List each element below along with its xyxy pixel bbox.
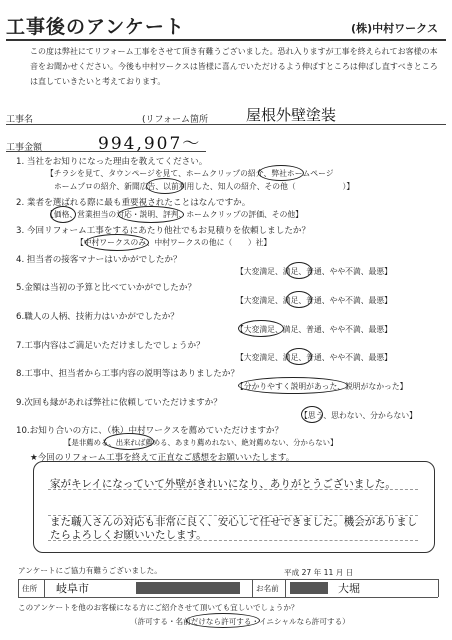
question-7: 7.工事内容はご満足いただけましたでしょうか？	[16, 341, 205, 351]
answer-mark	[104, 433, 154, 450]
question-8: 8.工事中、担当者から工事内容の説明等はありましたか？	[16, 369, 240, 379]
question-5: 5.金額は当初の予算と比べていかがでしたか？	[16, 283, 197, 293]
question-4: 4. 担当者の接客マナーはいかがでしたか？	[16, 255, 182, 265]
answer-mark	[286, 291, 312, 308]
survey-date: 平成 27 年 11 月 日	[284, 568, 354, 577]
address-value: 岐阜市	[56, 582, 89, 595]
question-3: 3. 今回リフォーム工事をするにあたり他社でもお見積りを依頼しましたか？	[16, 226, 311, 236]
question-5-options: 【大変満足、満足、普通、やや不満、最悪】	[236, 296, 392, 305]
comment-prompt: ★今回のリフォーム工事を終えて正直なご感想をお願いいたします。	[30, 453, 295, 463]
question-3-options: 【中村ワークスのみ、中村ワークスの他に（ ）社】	[76, 238, 272, 247]
amount-line	[6, 151, 206, 152]
title-divider	[6, 39, 446, 41]
address-row-border	[438, 579, 439, 597]
comment-line-1: 家がキレイになっていて外壁がきれいになり、ありがとうございました。	[50, 478, 396, 490]
question-8-options: 【分かりやすく説明があった、説明がなかった】	[236, 382, 408, 391]
question-7-options: 【大変満足、満足、普通、やや不満、最悪】	[236, 353, 392, 362]
customer-name-value: 大堀	[338, 582, 360, 595]
work-name-line	[6, 124, 446, 125]
question-1-options-line1: 【チラシを見て、タウンページを見て、ホームクリップの紹介、弊社ホームページ	[46, 169, 334, 178]
question-1-options-line2: ホームプロの紹介、新聞広告、以前利用した、知人の紹介、その他（ ）】	[54, 182, 355, 191]
answer-mark	[146, 178, 184, 194]
consent-question: このアンケートを他のお客様になる方にご紹介させて頂いても宜しいでしょうか？	[18, 603, 299, 612]
question-9-options: 【思う、思わない、分からない】	[300, 411, 417, 420]
work-name-suffix: (リフォーム箇所	[142, 115, 209, 125]
customer-name-label: お名前	[256, 584, 279, 593]
answer-mark	[286, 348, 312, 365]
question-1: 1. 当社をお知りになった理由を教えてください。	[16, 157, 208, 167]
question-9: 9.次回も縁があれば弊社に依頼していただけますか？	[16, 398, 222, 408]
question-4-options: 【大変満足、満足、普通、やや不満、最悪】	[236, 267, 392, 276]
question-6-options: 【大変満足、満足、普通、やや不満、最悪】	[236, 325, 392, 334]
amount-label: 工事金額	[6, 143, 43, 153]
answer-mark	[238, 377, 348, 394]
question-2: 2. 業者を選ばれる際に最も重要視されたことはなんですか。	[16, 198, 251, 208]
address-label: 住所	[22, 584, 38, 593]
answer-mark	[258, 165, 304, 181]
comment-line-2: また職人さんの対応も非常に良く、安心して任せできました。機会がありましたらよろしくお願いいたします。	[50, 516, 418, 541]
answer-mark	[118, 206, 184, 223]
answer-mark	[301, 406, 323, 423]
answer-mark	[186, 613, 260, 628]
intro-text: この度は弊社にてリフォーム工事をさせて頂き有難うございました。恐れ入りますが工事を終えられてお客様の本音をお聞かせください。今後も中村ワークスは皆様に喜んでいただけるよう伸ばすところは伸ばし直すべきところは直していきたいと考えております。	[30, 47, 438, 86]
address-row-bottom	[18, 597, 438, 598]
address-row-border	[44, 579, 45, 597]
question-6: 6.職人の人柄、技術力はいかがでしたか？	[16, 312, 179, 322]
work-name-label: 工事名	[6, 115, 34, 125]
address-row-border	[252, 579, 253, 597]
question-10-options: 【是非薦める、出来れば薦める、あまり薦めれない、絶対薦めない、分からない】	[64, 438, 338, 447]
work-name-value: 屋根外壁塗装	[246, 106, 337, 124]
answer-mark	[286, 262, 312, 279]
address-row-border	[285, 579, 286, 597]
page-title: 工事後のアンケート	[6, 16, 185, 38]
company-name: (株)中村ワークス	[351, 22, 438, 35]
thanks-text: アンケートにご協力有難うございました。	[18, 566, 162, 575]
redaction-block	[290, 582, 328, 594]
question-10: 10.お知り合いの方に、（株）中村ワークスを薦めていただけますか？	[16, 426, 284, 436]
address-row-border	[18, 579, 19, 597]
question-2-options: 【価格、営業担当の対応・説明、評判、ホームクリップの評価、その他】	[46, 210, 303, 219]
answer-mark	[50, 206, 76, 223]
answer-mark	[238, 320, 284, 337]
redaction-block	[136, 582, 240, 594]
amount-value: 994,907〜	[98, 134, 202, 154]
consent-options: （許可する・名前だけなら許可する・イニシャルなら許可する）	[130, 617, 350, 626]
answer-mark	[85, 234, 149, 251]
